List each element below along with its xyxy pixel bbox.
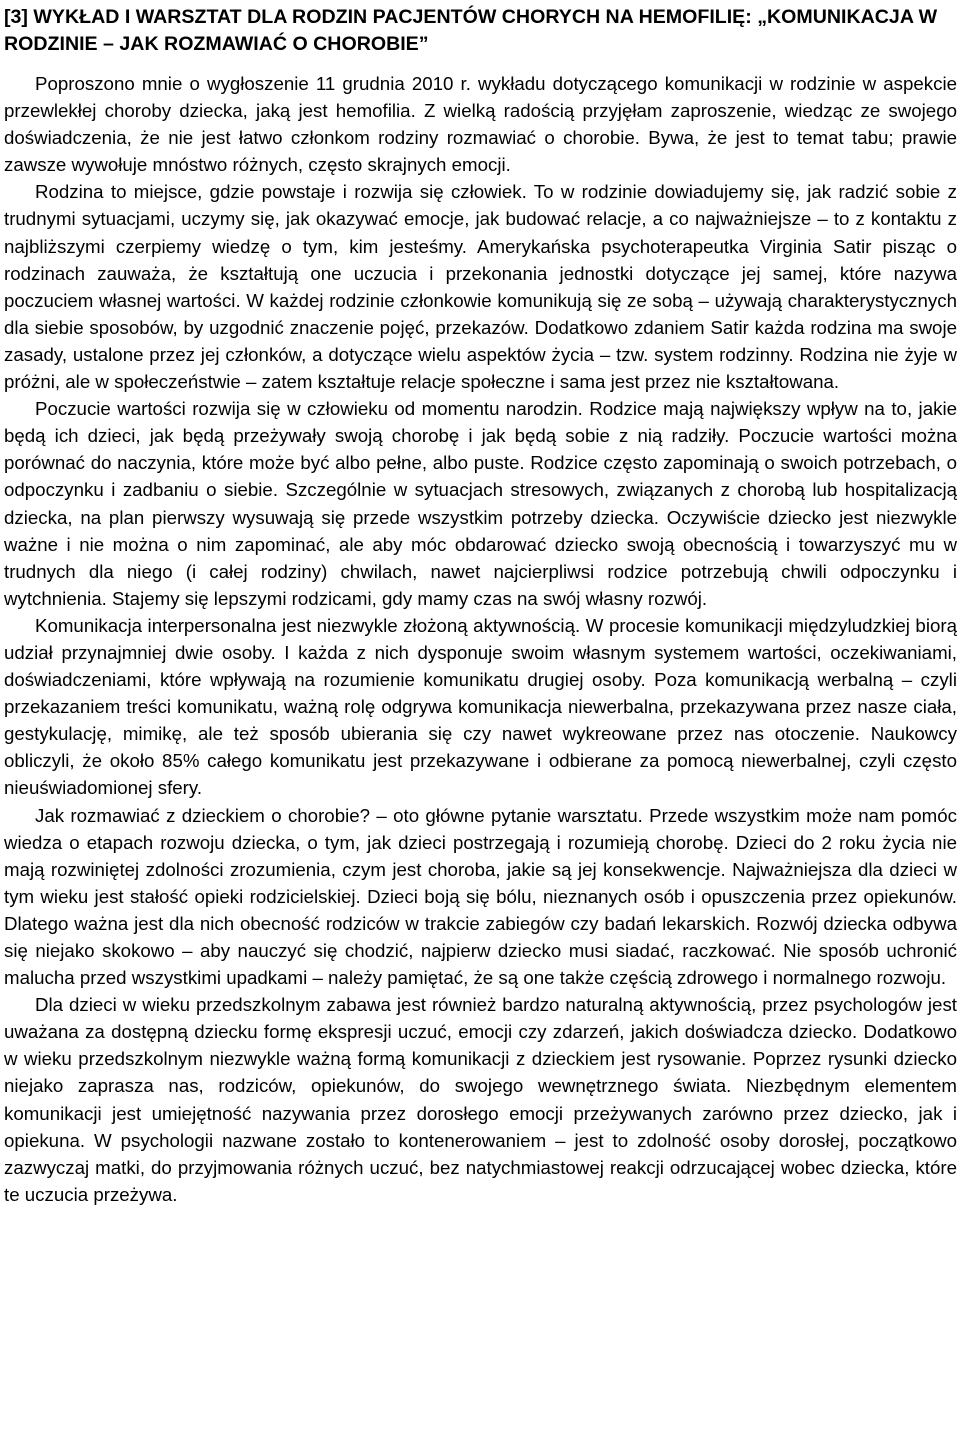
- paragraph-talking-to-child: Jak rozmawiać z dzieckiem o chorobie? – oto główne pytanie warsztatu. Przede wszystkim może nam pomóc wiedza o etapach rozwoju dziecka, o tym, jak dzieci postrzegają i rozumieją chorobę. Dzieci do 2 roku życia nie mają rozwiniętej zdolności zrozumienia, czym jest choroba, jakie są jej konsekwencje. Najważniejsza dla dzieci w tym wieku jest stałość opieki rodzicielskiej. Dzieci boją się bólu, nieznanych osób i opuszczenia przez opiekunów. Dlatego ważna jest dla nich obecność rodziców w trakcie zabiegów czy badań lekarskich. Rozwój dziecka odbywa się niejako skokowo – aby nauczyć się chodzić, najpierw dziecko musi siadać, raczkować. Nie sposób uchronić malucha przed wszystkimi upadkami – należy pamiętać, że są one także częścią zdrowego i normalnego rozwoju.: [4, 804, 957, 989]
- paragraph-communication: Komunikacja interpersonalna jest niezwykle złożoną aktywnością. W procesie komunikacji międzyludzkiej biorą udział przynajmniej dwie osoby. I każda z nich dysponuje swoim własnym systemem wartości, oczekiwaniami, doświadczeniami, które wpływają na rozumienie komunikatu drugiej osoby. Poza komunikacją werbalną – czyli przekazaniem treści komunikatu, ważną rolę odgrywa komunikacja niewerbalna, przekazywana przez nasze ciała, gestykulację, mimikę, ale też sposób ubierania się czy nawet wykreowane przez nas otoczenie. Naukowcy obliczyli, że około 85% całego komunikatu jest przekazywane i odbierane za pomocą niewerbalnej, czyli często nieuświadomionej sfery.: [4, 614, 957, 799]
- paragraph-self-worth: Poczucie wartości rozwija się w człowieku od momentu narodzin. Rodzice mają największy wpływ na to, jakie będą ich dzieci, jak będą przeżywały swoją chorobę i jak będą sobie z nią radziły. Poczucie wartości można porównać do naczynia, które może być albo pełne, albo puste. Rodzice często zapominają o swoich potrzebach, o odpoczynku i zadbaniu o siebie. Szczególnie w sytuacjach stresowych, związanych z chorobą lub hospitalizacją dziecka, na plan pierwszy wysuwają się przede wszystkim potrzeby dziecka. Oczywiście dziecko jest niezwykle ważne i nie można o nim zapominać, ale aby móc obdarować dziecko swoją obecnością i towarzyszyć mu w trudnych dla niego (i całej rodziny) chwilach, nawet najcierpliwsi rodzice potrzebują chwili odpoczynku i wytchnienia. Stajemy się lepszymi rodzicami, gdy mamy czas na swój własny rozwój.: [4, 398, 957, 609]
- paragraph-invitation: Poproszono mnie o wygłoszenie 11 grudnia 2010 r. wykładu dotyczącego komunikacji w rodzinie w aspekcie przewlekłej choroby dziecka, jaką jest hemofilia. Z wielką radością przyjęłam zaproszenie, wiedząc ze swojego doświadczenia, że nie jest łatwo członkom rodziny rozmawiać o chorobie. Bywa, że jest to temat tabu; prawie zawsze wywołuje mnóstwo różnych, często skrajnych emocji.: [4, 73, 957, 176]
- paragraph-preschool: Dla dzieci w wieku przedszkolnym zabawa jest również bardzo naturalną aktywnością, przez psychologów jest uważana za dostępną dziecku formę ekspresji uczuć, emocji czy zdarzeń, jakich doświadcza dziecko. Dodatkowo w wieku przedszkolnym niezwykle ważną formą komunikacji z dzieckiem jest rysowanie. Poprzez rysunki dziecko niejako zaprasza nas, rodziców, opiekunów, do swojego wewnętrznego świata. Niezbędnym elementem komunikacji jest umiejętność nazywania przez dorosłego emocji przeżywanych zarówno przez dziecko, jak i opiekuna. W psychologii nazwane zostało to kontenerowaniem – jest to zdolność osoby dorosłej, początkowo zazwyczaj matki, do przyjmowania różnych uczuć, bez natychmiastowej reakcji odrzucającej wobec dziecka, które te uczucia przeżywa.: [4, 994, 957, 1205]
- document-body: [4, 70, 957, 1208]
- paragraph-family: Rodzina to miejsce, gdzie powstaje i rozwija się człowiek. To w rodzinie dowiadujemy się, jak radzić sobie z trudnymi sytuacjami, uczymy się, jak okazywać emocje, jak budować relacje, a co najważniejsze – to z kontaktu z najbliższymi czerpiemy wiedzę o tym, kim jesteśmy. Amerykańska psychoterapeutka Virginia Satir pisząc o rodzinach zauważa, że kształtują one uczucia i przekonania jednostki dotyczące jej samej, które nazywa poczuciem własnej wartości. W każdej rodzinie członkowie komunikują się ze sobą – używają charakterystycznych dla siebie sposobów, by uzgodnić znaczenie pojęć, przekazów. Dodatkowo zdaniem Satir każda rodzina ma swoje zasady, ustalone przez jej członków, a dotyczące wielu aspektów życia – tzw. system rodzinny. Rodzina nie żyje w próżni, ale w społeczeństwie – zatem kształtuje relacje społeczne i sama jest przez nie kształtowana.: [4, 181, 957, 393]
- document-title: [3] WYKŁAD I WARSZTAT DLA RODZIN PACJENTÓW CHORYCH NA HEMOFILIĘ: „KOMUNIKACJA W RODZINIE – JAK ROZMAWIAĆ O CHOROBIE”: [4, 6, 938, 55]
